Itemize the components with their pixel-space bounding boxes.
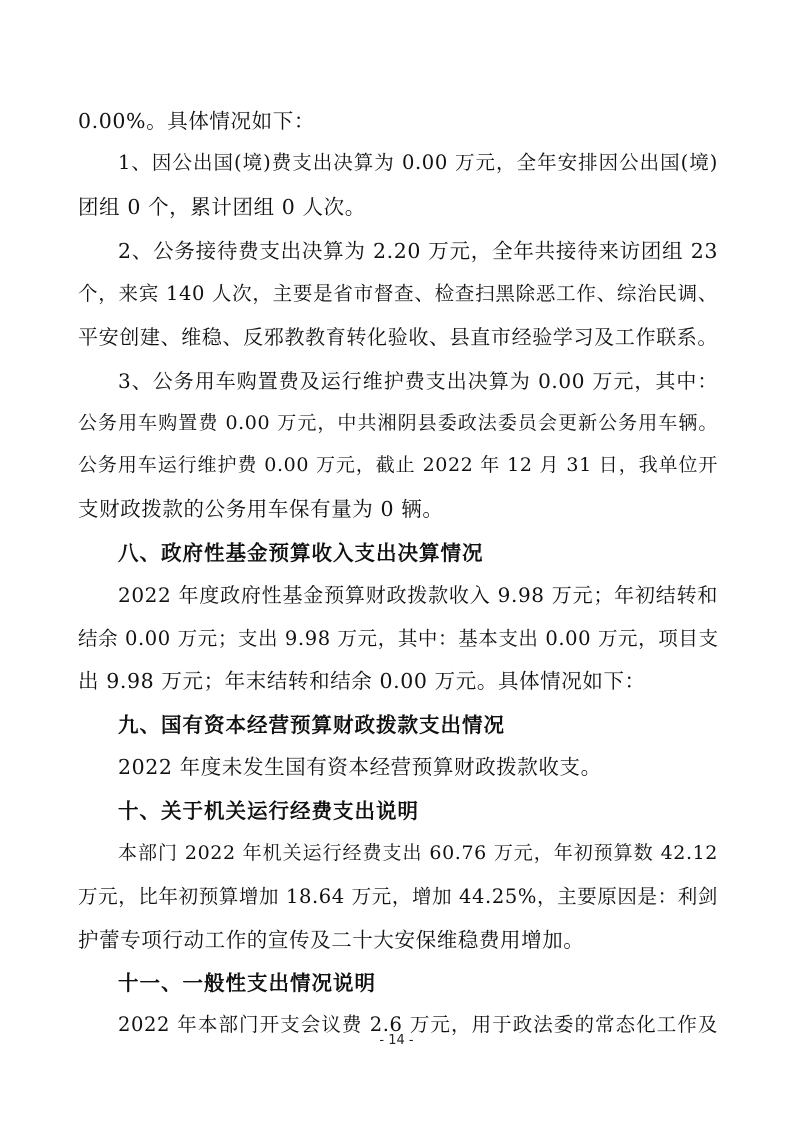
paragraph-line: 出 9.98 万元；年末结转和结余 0.00 万元。具体情况如下： bbox=[78, 669, 646, 693]
paragraph-line: 公务用车运行维护费 0.00 万元，截止 2022 年 12 月 31 日，我单位开 bbox=[78, 454, 718, 476]
paragraph-line: 平安创建、维稳、反邪教教育转化验收、县直市经验学习及工作联系。 bbox=[78, 325, 718, 349]
section-heading: 八、政府性基金预算收入支出决算情况 bbox=[118, 541, 484, 565]
paragraph-line: 个，来宾 140 人次，主要是省市督查、检查扫黑除恶工作、综治民调、 bbox=[78, 282, 718, 305]
paragraph-line: 2022 年本部门开支会议费 2.6 万元，用于政法委的常态化工作及 bbox=[118, 1013, 718, 1036]
paragraph-line: 0.00%。具体情况如下： bbox=[78, 109, 315, 133]
paragraph-line: 2022 年度政府性基金预算财政拨款收入 9.98 万元；年初结转和 bbox=[118, 583, 718, 607]
section-heading: 十一、一般性支出情况说明 bbox=[118, 971, 376, 995]
page-number: - 14 - bbox=[379, 1033, 414, 1048]
paragraph-line: 公务用车购置费 0.00 万元，中共湘阴县委政法委员会更新公务用车辆。 bbox=[78, 412, 718, 434]
paragraph-line: 万元，比年初预算增加 18.64 万元，增加 44.25%，主要原因是：利剑 bbox=[78, 885, 718, 908]
paragraph-line: 1、因公出国(境)费支出决算为 0.00 万元，全年安排因公出国(境) bbox=[118, 151, 718, 174]
paragraph-line: 护蕾专项行动工作的宣传及二十大安保维稳费用增加。 bbox=[78, 928, 585, 952]
paragraph-line: 支财政拨款的公务用车保有量为 0 辆。 bbox=[78, 497, 444, 521]
paragraph-line: 2022 年度未发生国有资本经营预算财政拨款收支。 bbox=[118, 755, 602, 779]
paragraph-line: 本部门 2022 年机关运行经费支出 60.76 万元，年初预算数 42.12 bbox=[118, 842, 718, 864]
paragraph-line: 结余 0.00 万元；支出 9.98 万元，其中：基本支出 0.00 万元，项目支 bbox=[78, 627, 719, 650]
paragraph-line: 2、公务接待费支出决算为 2.20 万元，全年共接待来访团组 23 bbox=[118, 239, 718, 263]
section-heading: 十、关于机关运行经费支出说明 bbox=[118, 799, 419, 823]
paragraph-line: 团组 0 个，累计团组 0 人次。 bbox=[78, 195, 366, 219]
paragraph-line: 3、公务用车购置费及运行维护费支出决算为 0.00 万元，其中： bbox=[118, 369, 718, 393]
section-heading: 九、国有资本经营预算财政拨款支出情况 bbox=[118, 713, 505, 737]
